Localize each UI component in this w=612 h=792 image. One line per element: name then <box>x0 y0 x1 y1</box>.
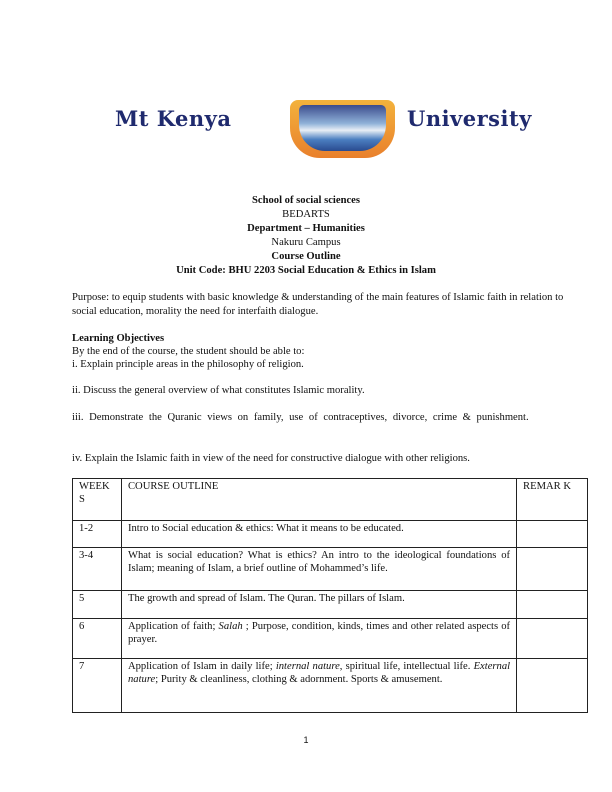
outline-text: What is social education? What is ethics? An intro to the ideological foundations of Islam; meaning of Islam, a brief outline of Mohammed’s life. <box>127 550 511 574</box>
outline-text: Intro to Social education & ethics: What it means to be educated. <box>127 523 404 534</box>
objectives-heading: Learning Objectives <box>72 333 165 344</box>
week-cell: 7 <box>73 659 122 713</box>
logo-right-text: University <box>407 106 532 131</box>
department: Department – Humanities <box>247 223 365 234</box>
week-cell: 6 <box>73 619 122 659</box>
outline-text: Application of faith; <box>127 621 219 632</box>
outline-text: , spiritual life, intellectual life. <box>339 661 474 672</box>
outline-text: internal nature <box>275 661 340 672</box>
table-row <box>73 548 588 591</box>
objective-item: i. Explain principle areas in the philosophy of religion. <box>72 359 304 370</box>
table-row <box>73 619 588 659</box>
outline-cell <box>121 659 516 713</box>
logo-left-text: Mt Kenya <box>115 106 232 131</box>
outline-text: Salah <box>218 621 243 632</box>
purpose-text: Purpose: to equip students with basic knowledge & understanding of the main features of Islamic faith in relation to social education, morality the need for interfaith dialogue. <box>72 292 564 317</box>
week-cell: 5 <box>73 591 122 619</box>
table-header-row <box>73 479 588 521</box>
unit-code: Unit Code: BHU 2203 Social Education & Ethics in Islam <box>176 265 436 276</box>
outline-text: ; Purity & cleanliness, clothing & adornment. Sports & amusement. <box>155 674 443 685</box>
remark-cell <box>517 591 588 619</box>
programme: BEDARTS <box>282 209 330 220</box>
doc-title: Course Outline <box>271 251 341 262</box>
outline-cell <box>121 548 516 591</box>
page-number: 1 <box>303 735 309 745</box>
objective-item: iii. Demonstrate the Quranic views on family, use of contraceptives, divorce, crime & punishment. <box>72 412 529 423</box>
table-row <box>73 659 588 713</box>
week-cell: 3-4 <box>73 548 122 591</box>
outline-cell <box>121 619 516 659</box>
crest-icon <box>290 100 395 158</box>
objective-item: ii. Discuss the general overview of what constitutes Islamic morality. <box>72 385 365 396</box>
table-row <box>73 591 588 619</box>
course-outline-table <box>72 478 588 713</box>
remark-cell <box>517 548 588 591</box>
outline-cell <box>121 591 516 619</box>
outline-cell <box>121 521 516 548</box>
campus: Nakuru Campus <box>271 237 341 248</box>
objectives-intro: By the end of the course, the student should be able to: <box>72 346 305 357</box>
outline-text: External nature <box>127 661 511 685</box>
header-course-outline: COURSE OUTLINE <box>121 479 516 521</box>
week-cell: 1-2 <box>73 521 122 548</box>
table-row <box>73 521 588 548</box>
university-logo <box>115 100 580 158</box>
header-weeks: WEEK S <box>73 479 122 521</box>
outline-text: ; Purpose, condition, kinds, times and other related aspects of prayer. <box>127 621 511 645</box>
objective-item: iv. Explain the Islamic faith in view of the need for constructive dialogue with other religions. <box>72 453 470 464</box>
outline-text: The growth and spread of Islam. The Quran. The pillars of Islam. <box>127 593 405 604</box>
course-header <box>0 194 612 278</box>
remark-cell <box>517 521 588 548</box>
outline-text: Application of Islam in daily life; <box>127 661 276 672</box>
remark-cell <box>517 659 588 713</box>
header-remark: REMAR K <box>517 479 588 521</box>
school-name: School of social sciences <box>252 195 360 206</box>
remark-cell <box>517 619 588 659</box>
